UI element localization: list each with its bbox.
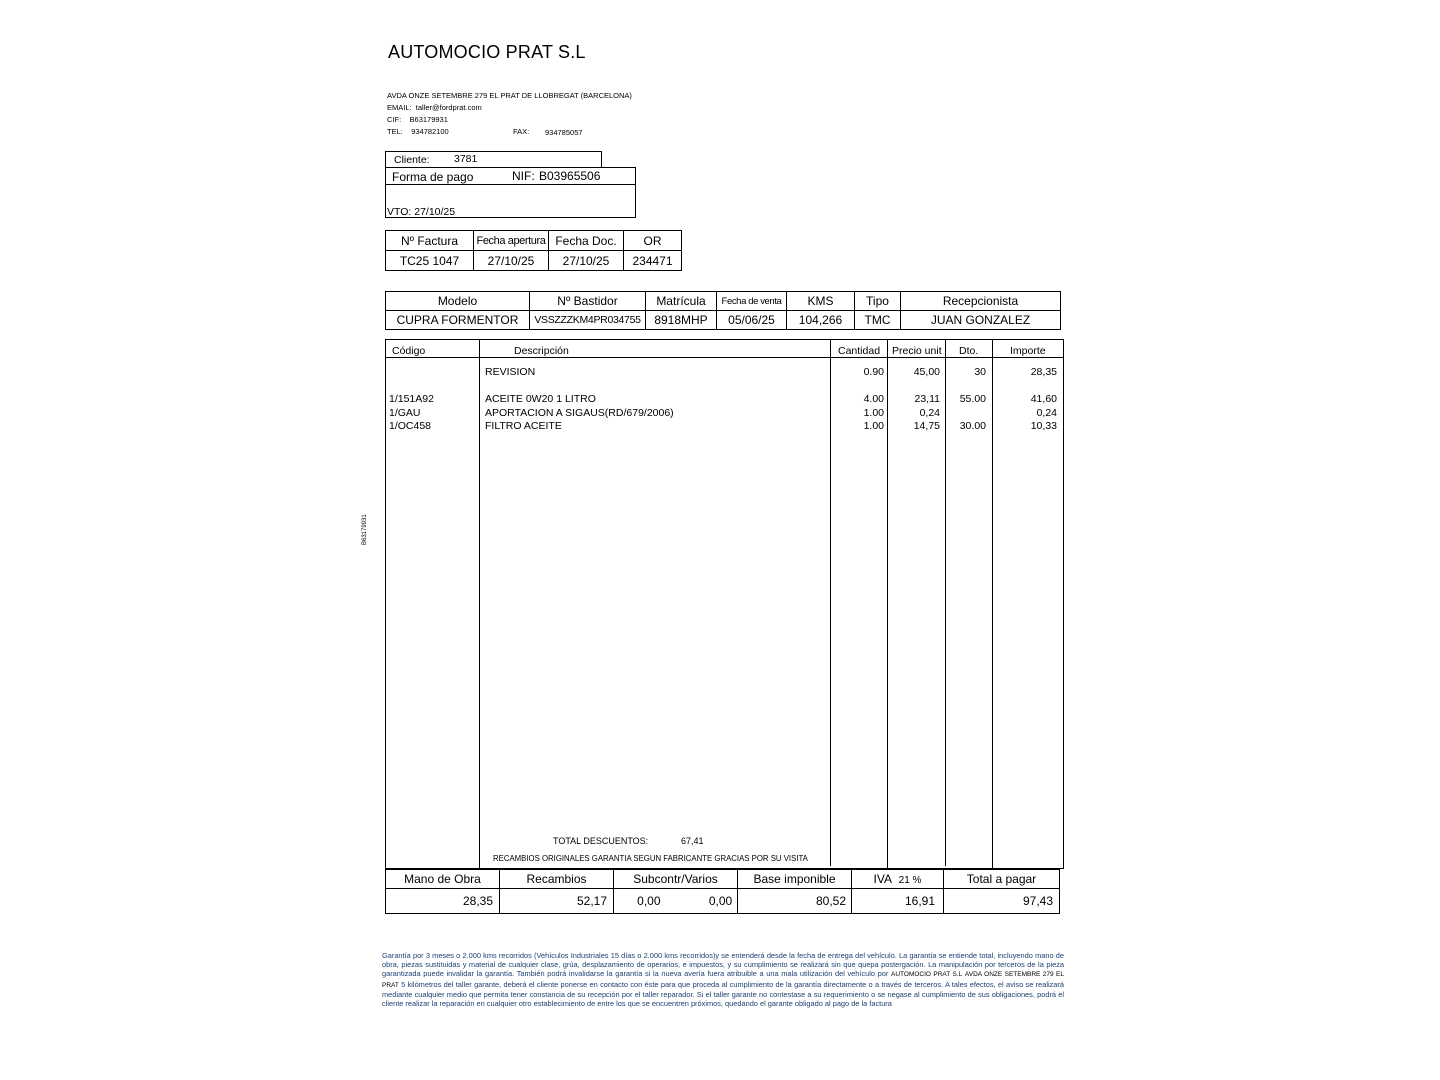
vehicle-model: CUPRA FORMENTOR <box>386 311 530 330</box>
item-amount: 28,35 <box>1030 366 1057 378</box>
invoice-header: Nº Factura <box>386 231 474 251</box>
item-desc: ACEITE 0W20 1 LITRO <box>485 393 596 405</box>
cif-value: B63179931 <box>409 115 448 124</box>
item-desc: APORTACION A SIGAUS(RD/679/2006) <box>485 407 674 419</box>
parts-total: 52,17 <box>500 889 614 914</box>
totals-header: Base imponible <box>738 870 852 889</box>
totals-header: Subcontr/Varios <box>614 870 738 889</box>
col-divider <box>887 339 888 869</box>
vehicle-header: Tipo <box>855 292 901 311</box>
total-to-pay: 97,43 <box>944 889 1060 914</box>
company-name: AUTOMOCIO PRAT S.L <box>388 42 586 62</box>
labor-total: 28,35 <box>386 889 500 914</box>
item-qty: 0.90 <box>863 366 884 378</box>
items-header-code: Código <box>392 345 426 357</box>
legal-address: AVDA ONZE SETEMBRE 279 EL PRAT <box>382 971 1064 989</box>
item-price: 0,24 <box>919 407 940 419</box>
company-tel-line <box>387 127 449 136</box>
cif-label: CIF: <box>387 115 402 124</box>
payment-divider <box>386 184 635 185</box>
item-dto: 30.00 <box>959 420 986 432</box>
item-qty: 1.00 <box>863 420 884 432</box>
totals-header: Mano de Obra <box>386 870 500 889</box>
nif-label: NIF: <box>512 169 535 183</box>
tel-label: TEL: <box>387 127 403 136</box>
legal-text <box>382 951 1064 1008</box>
iva-amount: 16,91 <box>852 889 944 914</box>
vehicle-header: KMS <box>787 292 855 311</box>
vehicle-table <box>385 291 1061 330</box>
item-code: 1/OC458 <box>389 420 432 432</box>
item-price: 45,00 <box>913 366 940 378</box>
company-cif-line <box>387 115 448 124</box>
item-amount: 0,24 <box>1036 407 1057 419</box>
invoice-header: Fecha apertura <box>474 231 549 251</box>
col-divider <box>830 339 831 866</box>
legal-text-part2: 5 kilómetros del taller garante, deberá el cliente ponerse en contacto con éste para que proceda al cumplimiento de la garantía directamente o a través de terceros. A tales efectos, el aviso se realizará mediante cualquier medio que permita tener constancia de su recepción por el taller reparador. Si el taller garante no contestase a su requerimiento o se negase al cumplimiento de sus obligaciones, podrá el cliente realizar la reparación en cualquier otro establecimiento de entre los que se encuentren próximos, quedando el garante obligado al pago de la factura <box>382 979 1064 1009</box>
invoice-table <box>385 230 682 271</box>
payment-box <box>385 167 636 218</box>
item-code: 1/GAU <box>389 407 421 419</box>
vehicle-header: Fecha de venta <box>717 292 787 311</box>
company-email-line <box>387 103 482 112</box>
tax-base: 80,52 <box>738 889 852 914</box>
document-date: 27/10/25 <box>549 251 624 271</box>
legal-text-part1: Garantía por 3 meses o 2.000 kms recorridos (Vehículos Industriales 15 días o 2.000 kms recorridos)y se entenderá desde la fecha de entrega del vehículo. La garantía se entiende total, incluyendo mano de obra, piezas sustituidas y material de cualquier clase, grúa, desplazamiento de operarios, e impuestos, y su cumplimiento se realizará sin que quepa postergación. La manipulación por terceros de la pieza garantizada puede invalidar la garantía. También podrá invalidarse la garantía si la nueva avería fuera atribuible a una mala utilización del vehículo por <box>382 951 1064 979</box>
item-price: 14,75 <box>913 420 940 432</box>
or-number: 234471 <box>624 251 682 271</box>
client-label: Cliente: <box>394 154 430 166</box>
invoice-header: OR <box>624 231 682 251</box>
tel-value: 934782100 <box>411 127 449 136</box>
vehicle-type: TMC <box>855 311 901 330</box>
vehicle-vin: VSSZZZKM4PR034755 <box>530 311 646 330</box>
col-divider <box>945 339 946 866</box>
vehicle-kms: 104,266 <box>787 311 855 330</box>
vehicle-header: Matrícula <box>646 292 717 311</box>
legal-company: AUTOMOCIO PRAT S.L <box>891 971 963 979</box>
email-value: taller@fordprat.com <box>415 103 482 112</box>
item-amount: 41,60 <box>1030 393 1057 405</box>
vto-date: VTO: 27/10/25 <box>387 206 456 218</box>
email-label: EMAIL: <box>387 103 412 112</box>
client-number: 3781 <box>454 153 478 165</box>
iva-rate: 21 % <box>898 875 922 886</box>
opening-date: 27/10/25 <box>474 251 549 271</box>
item-dto: 30 <box>974 366 986 378</box>
item-desc: FILTRO ACEITE <box>485 420 562 432</box>
item-code: 1/151A92 <box>389 393 434 405</box>
vehicle-header: Recepcionista <box>901 292 1061 311</box>
vehicle-header: Nº Bastidor <box>530 292 646 311</box>
subcontr-cell <box>614 889 738 914</box>
invoice-header: Fecha Doc. <box>549 231 624 251</box>
item-desc: REVISION <box>485 366 536 378</box>
varios-value: 0,00 <box>708 894 733 908</box>
fax-label: FAX: <box>513 127 530 136</box>
subcontr-value: 0,00 <box>637 894 661 908</box>
vehicle-header: Modelo <box>386 292 530 311</box>
items-header-price: Precio unit <box>892 345 942 357</box>
item-price: 23,11 <box>914 393 940 405</box>
vehicle-plate: 8918MHP <box>646 311 717 330</box>
iva-label: IVA <box>873 872 892 886</box>
side-cif: B63179931 <box>362 514 368 545</box>
total-discounts-value: 67,41 <box>681 836 704 846</box>
items-header-desc: Descripción <box>514 345 569 357</box>
invoice-number: TC25 1047 <box>386 251 474 271</box>
item-amount: 10,33 <box>1030 420 1057 432</box>
fax-value: 934785057 <box>545 128 583 137</box>
company-address: AVDA ONZE SETEMBRE 279 EL PRAT DE LLOBREGAT (BARCELONA) <box>387 91 632 100</box>
vehicle-sale-date: 05/06/25 <box>717 311 787 330</box>
item-qty: 4.00 <box>863 393 884 405</box>
items-footer-note: RECAMBIOS ORIGINALES GARANTIA SEGUN FABRICANTE GRACIAS POR SU VISITA <box>493 854 808 863</box>
items-header-amount: Importe <box>1010 345 1046 357</box>
total-discounts-label: TOTAL DESCUENTOS: <box>553 836 649 846</box>
totals-header-iva <box>852 870 944 889</box>
payment-label: Forma de pago <box>392 170 474 184</box>
items-header-dto: Dto. <box>959 345 979 357</box>
totals-header: Total a pagar <box>944 870 1060 889</box>
totals-header: Recambios <box>500 870 614 889</box>
items-header-divider <box>385 357 1064 358</box>
col-divider <box>992 339 993 869</box>
client-box <box>385 151 602 168</box>
nif-value: B03965506 <box>539 169 601 183</box>
col-divider <box>479 339 480 869</box>
totals-table <box>385 869 1060 914</box>
item-qty: 1.00 <box>863 407 884 419</box>
item-dto: 55.00 <box>959 393 986 405</box>
items-header-qty: Cantidad <box>838 345 881 357</box>
vehicle-receptionist: JUAN GONZALEZ <box>901 311 1061 330</box>
